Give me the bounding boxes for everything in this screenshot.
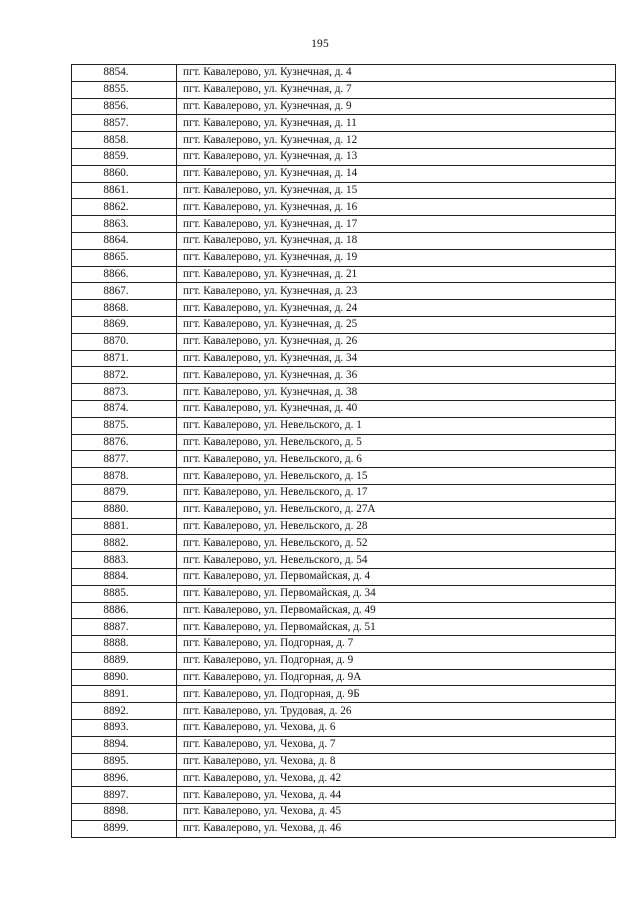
row-number: 8895. xyxy=(72,753,177,770)
row-address: пгт. Кавалерово, ул. Кузнечная, д. 16 xyxy=(177,199,616,216)
row-number: 8866. xyxy=(72,266,177,283)
row-address: пгт. Кавалерово, ул. Подгорная, д. 7 xyxy=(177,636,616,653)
table-row xyxy=(72,232,616,249)
table-row xyxy=(72,199,616,216)
row-number: 8884. xyxy=(72,568,177,585)
row-address: пгт. Кавалерово, ул. Кузнечная, д. 12 xyxy=(177,132,616,149)
row-address: пгт. Кавалерово, ул. Невельского, д. 54 xyxy=(177,552,616,569)
table-row xyxy=(72,451,616,468)
row-address: пгт. Кавалерово, ул. Кузнечная, д. 36 xyxy=(177,367,616,384)
row-number: 8876. xyxy=(72,434,177,451)
table-row xyxy=(72,115,616,132)
row-number: 8887. xyxy=(72,619,177,636)
row-number: 8893. xyxy=(72,720,177,737)
address-table-body xyxy=(72,65,616,838)
table-row xyxy=(72,98,616,115)
row-address: пгт. Кавалерово, ул. Кузнечная, д. 23 xyxy=(177,283,616,300)
row-address: пгт. Кавалерово, ул. Кузнечная, д. 4 xyxy=(177,65,616,82)
row-address: пгт. Кавалерово, ул. Первомайская, д. 34 xyxy=(177,585,616,602)
table-row xyxy=(72,216,616,233)
row-address: пгт. Кавалерово, ул. Кузнечная, д. 34 xyxy=(177,350,616,367)
address-table xyxy=(71,64,616,838)
table-row xyxy=(72,652,616,669)
row-number: 8898. xyxy=(72,804,177,821)
table-row xyxy=(72,602,616,619)
row-number: 8871. xyxy=(72,350,177,367)
table-row xyxy=(72,434,616,451)
row-address: пгт. Кавалерово, ул. Чехова, д. 8 xyxy=(177,753,616,770)
row-number: 8858. xyxy=(72,132,177,149)
row-address: пгт. Кавалерово, ул. Невельского, д. 15 xyxy=(177,468,616,485)
page-number: 195 xyxy=(311,38,329,50)
row-number: 8889. xyxy=(72,652,177,669)
table-row xyxy=(72,770,616,787)
row-number: 8873. xyxy=(72,384,177,401)
table-row xyxy=(72,283,616,300)
row-number: 8863. xyxy=(72,216,177,233)
row-number: 8896. xyxy=(72,770,177,787)
row-address: пгт. Кавалерово, ул. Кузнечная, д. 9 xyxy=(177,98,616,115)
row-address: пгт. Кавалерово, ул. Кузнечная, д. 18 xyxy=(177,232,616,249)
row-number: 8854. xyxy=(72,65,177,82)
table-row xyxy=(72,148,616,165)
table-row xyxy=(72,132,616,149)
table-row xyxy=(72,720,616,737)
row-address: пгт. Кавалерово, ул. Невельского, д. 5 xyxy=(177,434,616,451)
row-address: пгт. Кавалерово, ул. Первомайская, д. 4 xyxy=(177,568,616,585)
row-address: пгт. Кавалерово, ул. Невельского, д. 28 xyxy=(177,518,616,535)
table-row xyxy=(72,384,616,401)
row-address: пгт. Кавалерово, ул. Чехова, д. 46 xyxy=(177,820,616,837)
table-row xyxy=(72,81,616,98)
row-address: пгт. Кавалерово, ул. Невельского, д. 1 xyxy=(177,417,616,434)
row-number: 8891. xyxy=(72,686,177,703)
row-number: 8861. xyxy=(72,182,177,199)
row-number: 8856. xyxy=(72,98,177,115)
row-number: 8897. xyxy=(72,787,177,804)
row-address: пгт. Кавалерово, ул. Кузнечная, д. 24 xyxy=(177,300,616,317)
row-number: 8886. xyxy=(72,602,177,619)
row-address: пгт. Кавалерово, ул. Подгорная, д. 9Б xyxy=(177,686,616,703)
row-address: пгт. Кавалерово, ул. Трудовая, д. 26 xyxy=(177,703,616,720)
row-address: пгт. Кавалерово, ул. Подгорная, д. 9А xyxy=(177,669,616,686)
table-row xyxy=(72,736,616,753)
row-address: пгт. Кавалерово, ул. Кузнечная, д. 15 xyxy=(177,182,616,199)
row-address: пгт. Кавалерово, ул. Кузнечная, д. 38 xyxy=(177,384,616,401)
row-number: 8881. xyxy=(72,518,177,535)
table-row xyxy=(72,484,616,501)
row-address: пгт. Кавалерово, ул. Кузнечная, д. 21 xyxy=(177,266,616,283)
row-address: пгт. Кавалерово, ул. Кузнечная, д. 13 xyxy=(177,148,616,165)
row-address: пгт. Кавалерово, ул. Кузнечная, д. 7 xyxy=(177,81,616,98)
row-address: пгт. Кавалерово, ул. Кузнечная, д. 17 xyxy=(177,216,616,233)
row-address: пгт. Кавалерово, ул. Чехова, д. 45 xyxy=(177,804,616,821)
row-number: 8867. xyxy=(72,283,177,300)
table-row xyxy=(72,165,616,182)
row-address: пгт. Кавалерово, ул. Кузнечная, д. 14 xyxy=(177,165,616,182)
table-row xyxy=(72,753,616,770)
row-number: 8862. xyxy=(72,199,177,216)
row-number: 8865. xyxy=(72,249,177,266)
table-row xyxy=(72,535,616,552)
table-row xyxy=(72,367,616,384)
table-row xyxy=(72,619,616,636)
table-row xyxy=(72,333,616,350)
table-row xyxy=(72,518,616,535)
row-address: пгт. Кавалерово, ул. Подгорная, д. 9 xyxy=(177,652,616,669)
row-number: 8860. xyxy=(72,165,177,182)
row-number: 8878. xyxy=(72,468,177,485)
row-address: пгт. Кавалерово, ул. Чехова, д. 6 xyxy=(177,720,616,737)
table-row xyxy=(72,182,616,199)
row-number: 8874. xyxy=(72,400,177,417)
table-row xyxy=(72,249,616,266)
row-number: 8857. xyxy=(72,115,177,132)
row-number: 8855. xyxy=(72,81,177,98)
row-address: пгт. Кавалерово, ул. Кузнечная, д. 25 xyxy=(177,316,616,333)
row-number: 8859. xyxy=(72,148,177,165)
row-number: 8879. xyxy=(72,484,177,501)
table-row xyxy=(72,552,616,569)
row-number: 8875. xyxy=(72,417,177,434)
table-row xyxy=(72,316,616,333)
row-number: 8890. xyxy=(72,669,177,686)
row-number: 8899. xyxy=(72,820,177,837)
row-address: пгт. Кавалерово, ул. Чехова, д. 7 xyxy=(177,736,616,753)
table-row xyxy=(72,636,616,653)
row-number: 8892. xyxy=(72,703,177,720)
table-row xyxy=(72,787,616,804)
row-number: 8872. xyxy=(72,367,177,384)
row-number: 8882. xyxy=(72,535,177,552)
table-row xyxy=(72,400,616,417)
row-number: 8894. xyxy=(72,736,177,753)
table-row xyxy=(72,686,616,703)
table-row xyxy=(72,468,616,485)
row-number: 8880. xyxy=(72,501,177,518)
row-address: пгт. Кавалерово, ул. Кузнечная, д. 40 xyxy=(177,400,616,417)
row-number: 8883. xyxy=(72,552,177,569)
table-row xyxy=(72,300,616,317)
row-address: пгт. Кавалерово, ул. Первомайская, д. 51 xyxy=(177,619,616,636)
table-row xyxy=(72,65,616,82)
row-address: пгт. Кавалерово, ул. Кузнечная, д. 19 xyxy=(177,249,616,266)
row-address: пгт. Кавалерово, ул. Первомайская, д. 49 xyxy=(177,602,616,619)
row-number: 8885. xyxy=(72,585,177,602)
table-row xyxy=(72,568,616,585)
row-number: 8888. xyxy=(72,636,177,653)
table-row xyxy=(72,350,616,367)
row-address: пгт. Кавалерово, ул. Чехова, д. 44 xyxy=(177,787,616,804)
table-row xyxy=(72,703,616,720)
table-row xyxy=(72,501,616,518)
row-address: пгт. Кавалерово, ул. Невельского, д. 17 xyxy=(177,484,616,501)
row-address: пгт. Кавалерово, ул. Чехова, д. 42 xyxy=(177,770,616,787)
table-row xyxy=(72,585,616,602)
row-number: 8864. xyxy=(72,232,177,249)
row-address: пгт. Кавалерово, ул. Кузнечная, д. 26 xyxy=(177,333,616,350)
row-number: 8877. xyxy=(72,451,177,468)
row-address: пгт. Кавалерово, ул. Невельского, д. 6 xyxy=(177,451,616,468)
row-number: 8868. xyxy=(72,300,177,317)
row-number: 8869. xyxy=(72,316,177,333)
table-row xyxy=(72,266,616,283)
row-address: пгт. Кавалерово, ул. Кузнечная, д. 11 xyxy=(177,115,616,132)
table-row xyxy=(72,417,616,434)
table-row xyxy=(72,804,616,821)
table-row xyxy=(72,669,616,686)
row-number: 8870. xyxy=(72,333,177,350)
row-address: пгт. Кавалерово, ул. Невельского, д. 52 xyxy=(177,535,616,552)
table-row xyxy=(72,820,616,837)
row-address: пгт. Кавалерово, ул. Невельского, д. 27А xyxy=(177,501,616,518)
